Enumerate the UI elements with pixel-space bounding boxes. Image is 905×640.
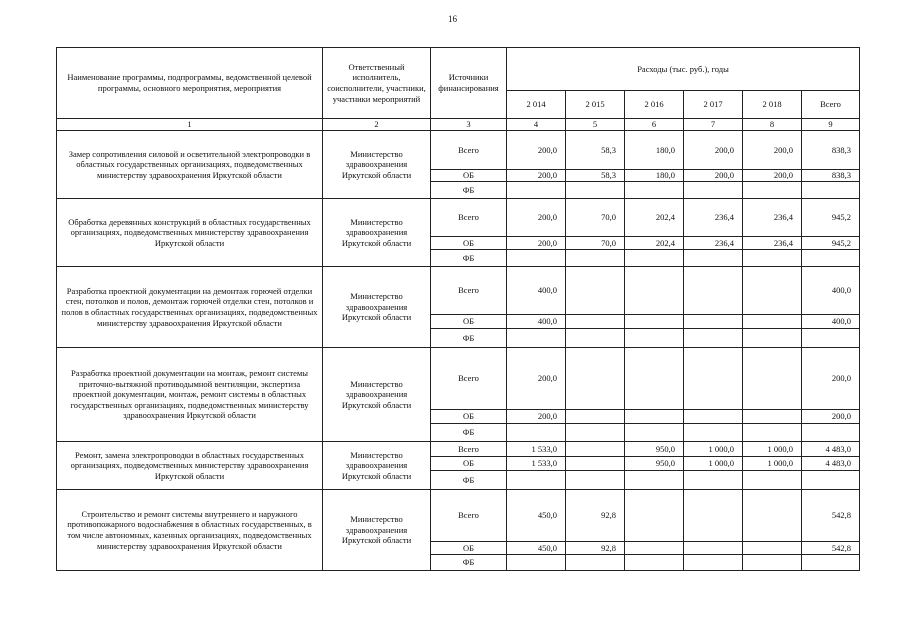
year-value	[625, 250, 684, 267]
funding-source: ОБ	[431, 315, 507, 329]
measure-name: Разработка проектной документации на монтаж, ремонт системы приточно-вытяжной противодымной вентиляции, экспертиза проектной документации, монтаж, ремонт системы в областных государственных организациях, подведомственных министерству здравоохранения Иркутской области	[57, 348, 323, 442]
year-value	[684, 471, 743, 490]
total-value: 838,3	[802, 170, 860, 182]
funding-source: ОБ	[431, 237, 507, 250]
funding-source: ОБ	[431, 542, 507, 555]
year-value	[684, 329, 743, 348]
column-numbers-row	[57, 119, 860, 131]
column-number: 4	[507, 119, 566, 131]
year-value	[743, 182, 802, 199]
funding-source: Всего	[431, 267, 507, 315]
year-value	[507, 250, 566, 267]
year-value	[684, 267, 743, 315]
year-value	[684, 315, 743, 329]
table-row	[57, 490, 860, 542]
year-value	[566, 267, 625, 315]
year-value	[566, 424, 625, 442]
year-value	[566, 555, 625, 571]
year-value: 202,4	[625, 199, 684, 237]
total-value: 945,2	[802, 199, 860, 237]
year-value: 450,0	[507, 542, 566, 555]
year-value: 400,0	[507, 315, 566, 329]
year-value: 400,0	[507, 267, 566, 315]
column-number: 7	[684, 119, 743, 131]
year-value	[625, 329, 684, 348]
year-value	[625, 315, 684, 329]
year-value	[625, 471, 684, 490]
measure-name: Разработка проектной документации на демонтаж горючей отделки стен, потолков и полов, демонтаж горючей отделки стен, потолков и полов в областных государственных организациях, подведомственных министерству здравоохранения Иркутской области	[57, 267, 323, 348]
year-value: 200,0	[684, 170, 743, 182]
year-value: 236,4	[743, 237, 802, 250]
year-value: 450,0	[507, 490, 566, 542]
year-value: 200,0	[507, 348, 566, 410]
total-value: 200,0	[802, 348, 860, 410]
table-body	[57, 48, 860, 571]
table-row	[57, 199, 860, 237]
funding-source: Всего	[431, 442, 507, 457]
year-value	[625, 542, 684, 555]
year-value	[684, 250, 743, 267]
year-value: 70,0	[566, 199, 625, 237]
measure-name: Ремонт, замена электропроводки в областных государственных организациях, подведомственных министерству здравоохранения Иркутской области	[57, 442, 323, 490]
header-name: Наименование программы, подпрограммы, ведомственной целевой программы, основного мероприятия, мероприятия	[57, 48, 323, 119]
year-value	[743, 542, 802, 555]
year-value	[684, 542, 743, 555]
year-value	[743, 490, 802, 542]
year-value: 200,0	[507, 410, 566, 424]
total-value: 4 483,0	[802, 457, 860, 471]
year-value: 1 000,0	[743, 457, 802, 471]
year-value: 200,0	[507, 131, 566, 170]
column-number: 1	[57, 119, 323, 131]
funding-source: ОБ	[431, 170, 507, 182]
executor: Министерство здравоохранения Иркутской области	[323, 348, 431, 442]
year-value	[625, 555, 684, 571]
column-number: 6	[625, 119, 684, 131]
year-value: 1 533,0	[507, 457, 566, 471]
year-value	[743, 410, 802, 424]
year-total: Всего	[802, 91, 860, 119]
column-number: 2	[323, 119, 431, 131]
header-source: Источники финансирования	[431, 48, 507, 119]
header-row	[57, 48, 860, 91]
year-2016: 2 016	[625, 91, 684, 119]
executor: Министерство здравоохранения Иркутской области	[323, 199, 431, 267]
year-value: 70,0	[566, 237, 625, 250]
funding-source: ФБ	[431, 555, 507, 571]
measure-name: Обработка деревянных конструкций в областных государственных организациях, подведомственных министерству здравоохранения Иркутской области	[57, 199, 323, 267]
year-value	[743, 471, 802, 490]
total-value: 4 483,0	[802, 442, 860, 457]
header-executor: Ответственный исполнитель, соисполнители, участники, участники мероприятий	[323, 48, 431, 119]
funding-source: ОБ	[431, 457, 507, 471]
year-value: 200,0	[507, 237, 566, 250]
year-value	[684, 424, 743, 442]
year-value	[566, 182, 625, 199]
year-value: 92,8	[566, 542, 625, 555]
column-number: 8	[743, 119, 802, 131]
total-value: 945,2	[802, 237, 860, 250]
year-2017: 2 017	[684, 91, 743, 119]
year-value: 1 000,0	[684, 442, 743, 457]
table-row	[57, 442, 860, 457]
year-2018: 2 018	[743, 91, 802, 119]
measure-name: Строительство и ремонт системы внутреннего и наружного противопожарного водоснабжения в областных государственных, в том числе автономных, казенных организациях, подведомственных министерству здравоохранения Иркутской области	[57, 490, 323, 571]
year-value	[684, 182, 743, 199]
executor: Министерство здравоохранения Иркутской области	[323, 131, 431, 199]
year-value	[566, 315, 625, 329]
executor: Министерство здравоохранения Иркутской области	[323, 490, 431, 571]
table-row	[57, 131, 860, 170]
funding-source: Всего	[431, 348, 507, 410]
total-value	[802, 424, 860, 442]
year-value	[507, 424, 566, 442]
total-value	[802, 329, 860, 348]
year-value	[507, 182, 566, 199]
funding-source: Всего	[431, 490, 507, 542]
total-value: 400,0	[802, 315, 860, 329]
funding-source: ФБ	[431, 424, 507, 442]
total-value: 200,0	[802, 410, 860, 424]
year-value: 200,0	[743, 170, 802, 182]
year-value: 58,3	[566, 170, 625, 182]
year-value	[566, 457, 625, 471]
total-value	[802, 250, 860, 267]
year-value	[684, 490, 743, 542]
year-value	[743, 329, 802, 348]
year-value: 92,8	[566, 490, 625, 542]
year-value	[743, 348, 802, 410]
column-number: 3	[431, 119, 507, 131]
year-value: 236,4	[684, 237, 743, 250]
measure-name: Замер сопротивления силовой и осветительной электропроводки в областных государственных организациях, подведомственных министерству здравоохранения Иркутской области	[57, 131, 323, 199]
year-value: 200,0	[684, 131, 743, 170]
funding-source: ОБ	[431, 410, 507, 424]
total-value	[802, 471, 860, 490]
executor: Министерство здравоохранения Иркутской области	[323, 442, 431, 490]
total-value: 542,8	[802, 542, 860, 555]
year-value	[507, 555, 566, 571]
column-number: 9	[802, 119, 860, 131]
year-2014: 2 014	[507, 91, 566, 119]
year-value	[566, 442, 625, 457]
year-value	[684, 555, 743, 571]
year-2015: 2 015	[566, 91, 625, 119]
total-value	[802, 555, 860, 571]
year-value: 180,0	[625, 170, 684, 182]
year-value: 236,4	[684, 199, 743, 237]
executor: Министерство здравоохранения Иркутской области	[323, 267, 431, 348]
year-value: 236,4	[743, 199, 802, 237]
year-value	[507, 471, 566, 490]
year-value: 58,3	[566, 131, 625, 170]
year-value	[743, 267, 802, 315]
funding-source: Всего	[431, 131, 507, 170]
column-number: 5	[566, 119, 625, 131]
funding-source: ФБ	[431, 182, 507, 199]
year-value: 202,4	[625, 237, 684, 250]
year-value	[625, 267, 684, 315]
year-value: 200,0	[743, 131, 802, 170]
year-value	[743, 315, 802, 329]
year-value	[625, 490, 684, 542]
page-number: 16	[448, 14, 457, 24]
year-value	[566, 410, 625, 424]
year-value: 950,0	[625, 442, 684, 457]
year-value	[566, 348, 625, 410]
table-row	[57, 267, 860, 315]
year-value: 200,0	[507, 199, 566, 237]
funding-source: ФБ	[431, 471, 507, 490]
funding-source: ФБ	[431, 329, 507, 348]
year-value: 1 000,0	[684, 457, 743, 471]
year-value: 180,0	[625, 131, 684, 170]
year-value	[684, 410, 743, 424]
year-value	[625, 182, 684, 199]
year-value: 200,0	[507, 170, 566, 182]
year-value	[625, 424, 684, 442]
year-value	[625, 348, 684, 410]
year-value: 950,0	[625, 457, 684, 471]
year-value	[625, 410, 684, 424]
year-value	[566, 250, 625, 267]
year-value: 1 000,0	[743, 442, 802, 457]
funding-source: Всего	[431, 199, 507, 237]
budget-table	[56, 47, 860, 571]
year-value	[507, 329, 566, 348]
year-value	[743, 250, 802, 267]
total-value: 400,0	[802, 267, 860, 315]
total-value	[802, 182, 860, 199]
year-value	[566, 329, 625, 348]
year-value	[566, 471, 625, 490]
funding-source: ФБ	[431, 250, 507, 267]
total-value: 542,8	[802, 490, 860, 542]
total-value: 838,3	[802, 131, 860, 170]
header-expenses: Расходы (тыс. руб.), годы	[507, 48, 860, 91]
year-value	[743, 424, 802, 442]
year-value: 1 533,0	[507, 442, 566, 457]
year-value	[743, 555, 802, 571]
year-value	[684, 348, 743, 410]
table-row	[57, 348, 860, 410]
